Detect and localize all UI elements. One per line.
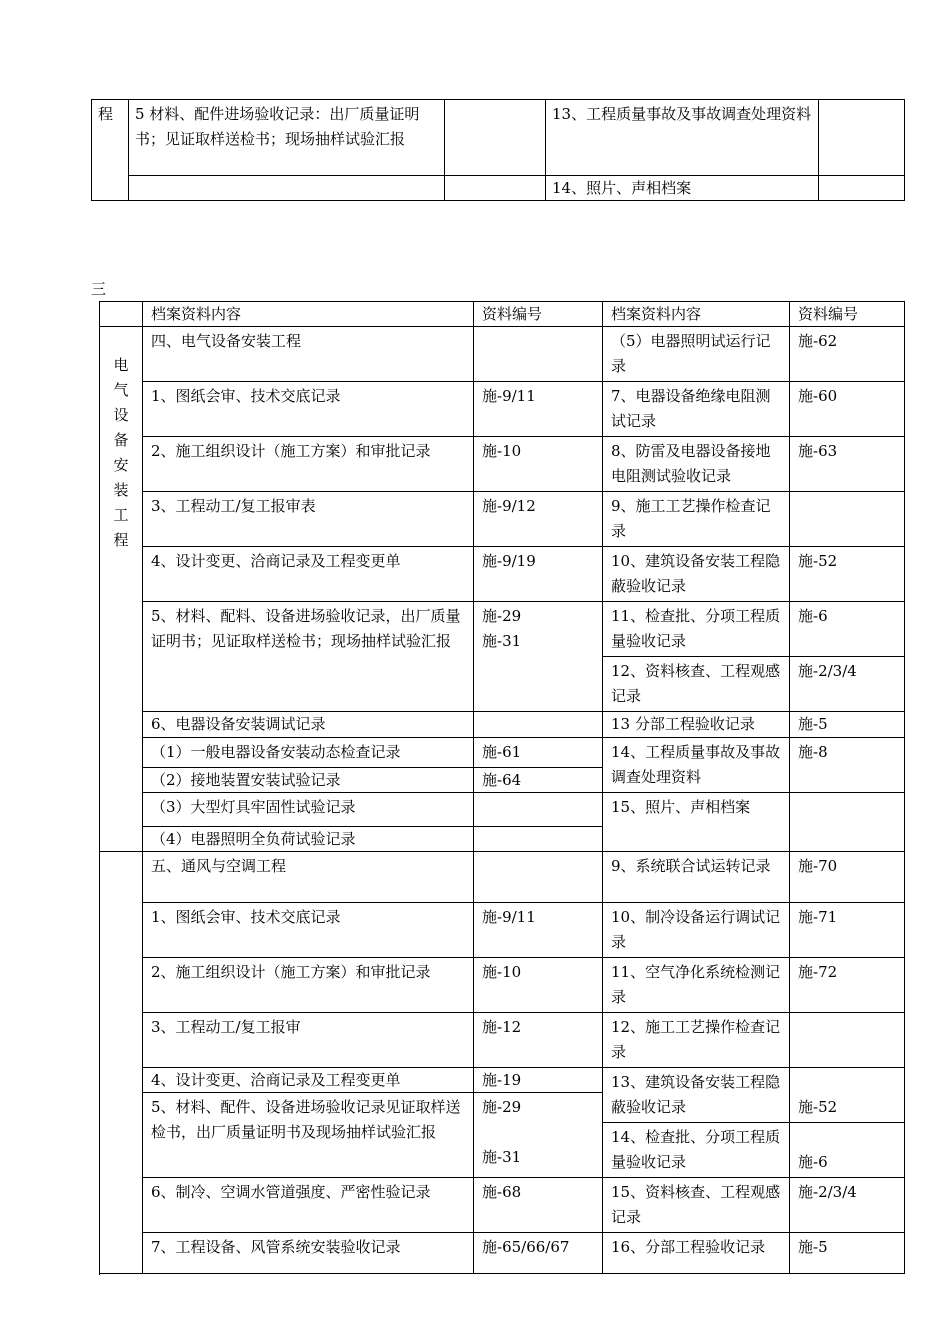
table-row [100, 547, 905, 602]
content-cell: 4、设计变更、洽商记录及工程变更单 [143, 1068, 474, 1093]
table-row [100, 437, 905, 492]
vertical-label-char: 备 [113, 431, 129, 449]
code-cell: 施-9/11 [474, 382, 603, 437]
content-cell: 6、电器设备安装调试记录 [143, 712, 474, 738]
table-row [100, 602, 905, 657]
content-cell: 1、图纸会审、技术交底记录 [143, 382, 474, 437]
vertical-label-char: 电 [113, 356, 129, 374]
code-cell: 施-64 [474, 768, 603, 793]
side-label: 程 [92, 100, 129, 201]
code-cell [474, 852, 603, 903]
code-cell: 施-10 [474, 437, 603, 492]
code-line: 施-29 [482, 1098, 522, 1116]
content-cell: 15、照片、声相档案 [603, 793, 790, 852]
content-cell: 4、设计变更、洽商记录及工程变更单 [143, 547, 474, 602]
table-row [100, 793, 905, 827]
header-code: 资料编号 [474, 302, 603, 327]
content-cell: 3、工程动工/复工报审 [143, 1013, 474, 1068]
content-cell: 14、工程质量事故及事故调查处理资料 [603, 738, 790, 793]
content-cell: 14、检查批、分项工程质量验收记录 [603, 1123, 790, 1178]
content-cell: 12、资料核查、工程观感记录 [603, 657, 790, 712]
table-row [92, 100, 905, 176]
table-row [100, 1233, 905, 1274]
header-code: 资料编号 [790, 302, 905, 327]
code-cell [445, 176, 546, 201]
content-cell: 16、分部工程验收记录 [603, 1233, 790, 1274]
content-cell: 5、材料、配件、设备进场验收记录见证取样送检书，出厂质量证明书及现场抽样试验汇报 [143, 1093, 474, 1178]
table-row [100, 852, 905, 903]
code-cell [790, 793, 905, 852]
code-cell [474, 712, 603, 738]
code-cell: 施-52 [790, 547, 905, 602]
content-cell: 2、施工组织设计（施工方案）和审批记录 [143, 958, 474, 1013]
content-cell: 13、工程质量事故及事故调查处理资料 [546, 100, 819, 176]
table-row [100, 903, 905, 958]
vertical-label-char: 安 [113, 456, 129, 474]
content-cell: 3、工程动工/复工报审表 [143, 492, 474, 547]
code-cell: 施-63 [790, 437, 905, 492]
table-row [100, 738, 905, 768]
code-cell [790, 492, 905, 547]
vertical-label-char: 程 [113, 531, 129, 549]
code-cell: 施-10 [474, 958, 603, 1013]
table-row [100, 1178, 905, 1233]
vertical-label-char: 工 [113, 506, 129, 524]
table-row [100, 327, 905, 382]
code-line: 施-31 [482, 632, 522, 650]
code-cell: 施-12 [474, 1013, 603, 1068]
vertical-label-char: 气 [113, 381, 129, 399]
code-cell: 施-19 [474, 1068, 603, 1093]
code-cell [790, 1123, 905, 1178]
code-cell: 施-61 [474, 738, 603, 768]
code-cell: 施-68 [474, 1178, 603, 1233]
header-row [100, 302, 905, 327]
content-cell: 8、防雷及电器设备接地电阻测试验收记录 [603, 437, 790, 492]
content-cell: 15、资料核查、工程观感记录 [603, 1178, 790, 1233]
code-cell [819, 100, 905, 176]
content-cell: 14、照片、声相档案 [546, 176, 819, 201]
section-side-blank [100, 852, 143, 1274]
table-row [100, 958, 905, 1013]
code-line: 施-29 [482, 607, 522, 625]
code-gap [482, 1120, 594, 1145]
code-cell: 施-70 [790, 852, 905, 903]
content-cell: 12、施工工艺操作检查记录 [603, 1013, 790, 1068]
content-cell: 11、空气净化系统检测记录 [603, 958, 790, 1013]
code-cell: 施-9/12 [474, 492, 603, 547]
code-text: 施-52 [798, 1098, 838, 1116]
code-cell: 施-5 [790, 1233, 905, 1274]
code-cell: 施-8 [790, 738, 905, 793]
code-cell: 施-5 [790, 712, 905, 738]
code-cell: 施-72 [790, 958, 905, 1013]
content-cell: 9、系统联合试运转记录 [603, 852, 790, 903]
top-table [91, 99, 905, 201]
code-cell: 施-6 [790, 602, 905, 657]
code-cell: 施-60 [790, 382, 905, 437]
content-cell: 6、制冷、空调水管道强度、严密性验记录 [143, 1178, 474, 1233]
content-cell: 10、制冷设备运行调试记录 [603, 903, 790, 958]
code-cell: 施-62 [790, 327, 905, 382]
section-title: 五、通风与空调工程 [143, 852, 474, 903]
section-title: 四、电气设备安装工程 [143, 327, 474, 382]
table-row [92, 176, 905, 201]
vertical-label [104, 327, 138, 553]
code-cell [790, 1013, 905, 1068]
content-cell: （1）一般电器设备安装动态检查记录 [143, 738, 474, 768]
content-cell: 11、检查批、分项工程质量验收记录 [603, 602, 790, 657]
code-line: 施-31 [482, 1148, 522, 1166]
content-cell: 7、工程设备、风管系统安装验收记录 [143, 1233, 474, 1274]
table-row [100, 1068, 905, 1093]
content-cell: （3）大型灯具牢固性试验记录 [143, 793, 474, 827]
code-text: 施-6 [798, 1153, 828, 1171]
table-row [100, 1013, 905, 1068]
content-cell: （5）电器照明试运行记录 [603, 327, 790, 382]
header-blank [100, 302, 143, 327]
header-content: 档案资料内容 [603, 302, 790, 327]
code-cell [445, 100, 546, 176]
code-cell [474, 793, 603, 827]
table-row [100, 492, 905, 547]
content-cell: 13、建筑设备安装工程隐蔽验收记录 [603, 1068, 790, 1123]
table-row [100, 712, 905, 738]
section-mark: 三 [91, 280, 107, 298]
code-cell [819, 176, 905, 201]
content-cell: 9、施工工艺操作检查记录 [603, 492, 790, 547]
content-cell: 10、建筑设备安装工程隐蔽验收记录 [603, 547, 790, 602]
code-cell [474, 1093, 603, 1178]
content-cell: （2）接地装置安装试验记录 [143, 768, 474, 793]
content-cell: 2、施工组织设计（施工方案）和审批记录 [143, 437, 474, 492]
code-cell [790, 1068, 905, 1123]
table-row [100, 382, 905, 437]
code-cell [474, 602, 603, 712]
vertical-label-char: 设 [113, 406, 129, 424]
vertical-label-char: 装 [113, 481, 129, 499]
content-cell: 5、材料、配料、设备进场验收记录，出厂质量证明书；见证取样送检书；现场抽样试验汇报 [143, 602, 474, 712]
content-cell: 1、图纸会审、技术交底记录 [143, 903, 474, 958]
content-cell: （4）电器照明全负荷试验记录 [143, 827, 474, 852]
code-cell: 施-71 [790, 903, 905, 958]
header-content: 档案资料内容 [143, 302, 474, 327]
content-cell [129, 176, 445, 201]
code-cell: 施-2/3/4 [790, 1178, 905, 1233]
content-cell: 13 分部工程验收记录 [603, 712, 790, 738]
code-cell: 施-9/11 [474, 903, 603, 958]
code-cell [474, 827, 603, 852]
code-cell: 施-2/3/4 [790, 657, 905, 712]
code-cell: 施-9/19 [474, 547, 603, 602]
code-cell [474, 327, 603, 382]
code-cell: 施-65/66/67 [474, 1233, 603, 1274]
section-side-label [100, 327, 143, 852]
archive-table [99, 301, 905, 1274]
content-cell: 7、电器设备绝缘电阻测试记录 [603, 382, 790, 437]
content-cell: 5 材料、配件进场验收记录：出厂质量证明书；见证取样送检书；现场抽样试验汇报 [129, 100, 445, 176]
